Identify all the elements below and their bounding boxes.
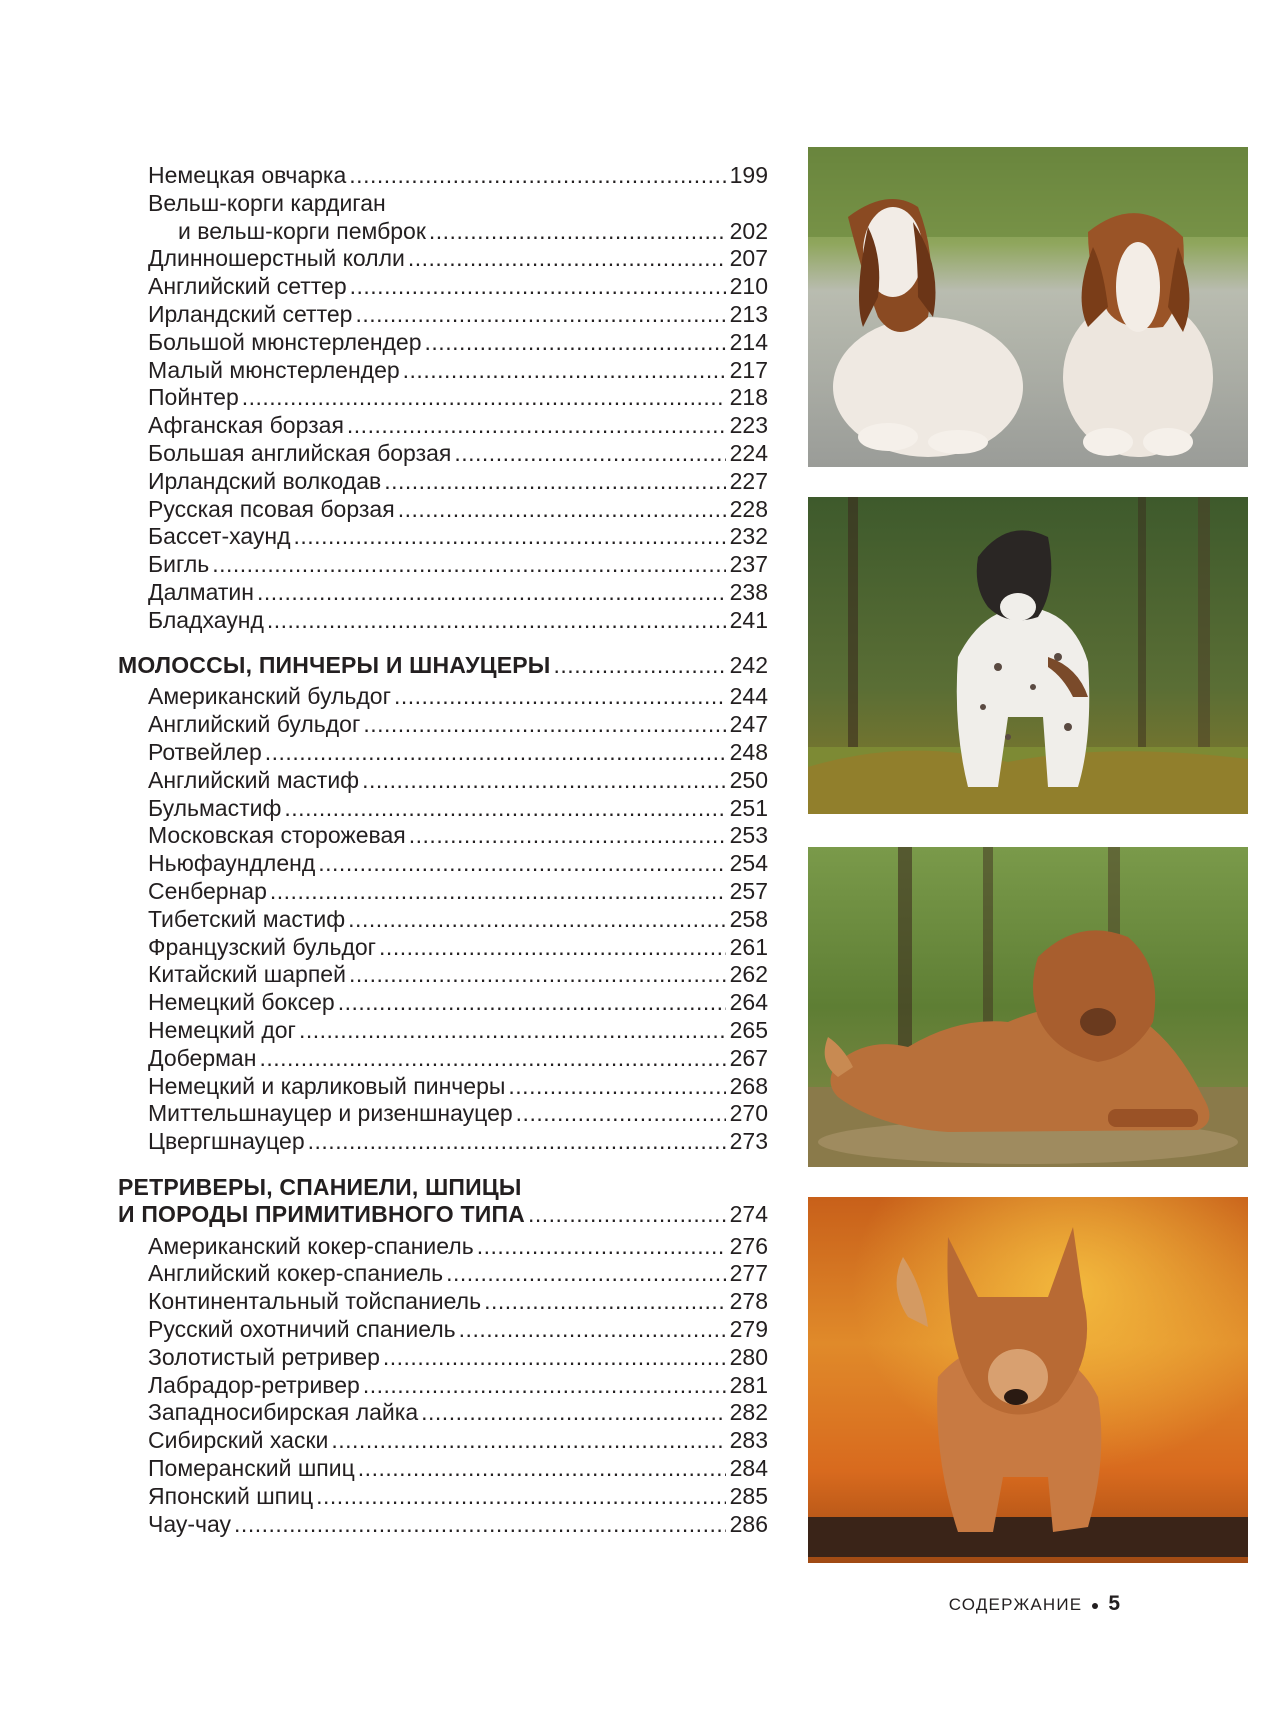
toc-entry-page-number: 278 — [729, 1288, 768, 1315]
toc-entry-title: Цвергшнауцер — [148, 1128, 305, 1155]
toc-entry[interactable] — [118, 822, 768, 850]
toc-entry-page-number: 281 — [729, 1371, 768, 1398]
bullet-separator — [1092, 1603, 1098, 1609]
toc-entry-title: Длинношерстный колли — [148, 245, 405, 272]
toc-entry-title: Китайский шарпей — [148, 961, 346, 988]
dot-leader — [484, 1288, 726, 1316]
toc-entry-page-number: 279 — [729, 1316, 768, 1343]
photo-basset-hounds — [808, 147, 1248, 467]
toc-entry-page-number: 257 — [729, 877, 768, 904]
toc-entry-page-number: 270 — [729, 1100, 768, 1127]
dot-leader — [425, 329, 726, 357]
dot-leader — [349, 961, 726, 989]
toc-entry[interactable] — [118, 523, 768, 551]
dot-leader — [363, 711, 725, 739]
toc-entry-page-number: 267 — [729, 1044, 768, 1071]
page-footer — [930, 1592, 1120, 1616]
dot-leader — [257, 579, 726, 607]
toc-entry-page-number: 280 — [729, 1343, 768, 1370]
toc-entry-page-number: 218 — [729, 384, 768, 411]
toc-entry-title: Померанский шпиц — [148, 1455, 355, 1482]
footer-page-number: 5 — [1108, 1592, 1120, 1615]
toc-entry-title: Французский бульдог — [148, 933, 377, 960]
toc-entry-title: Американский кокер-спаниель — [148, 1232, 474, 1259]
toc-entry-page-number: 238 — [729, 578, 768, 605]
dot-leader — [265, 739, 726, 767]
dot-leader — [409, 822, 726, 850]
toc-entry-title: Русская псовая борзая — [148, 495, 395, 522]
dot-leader — [294, 523, 726, 551]
toc-entry[interactable] — [118, 878, 768, 906]
toc-entry[interactable] — [118, 1455, 768, 1483]
toc-entry[interactable] — [118, 579, 768, 607]
toc-entry[interactable] — [118, 245, 768, 273]
toc-entry-page-number: 223 — [729, 412, 768, 439]
toc-entry-page-number: 248 — [729, 738, 768, 765]
toc-entry-page-number: 214 — [729, 328, 768, 355]
toc-entry[interactable] — [118, 1233, 768, 1261]
toc-entry-page-number: 282 — [729, 1399, 768, 1426]
toc-entry-page-number: 241 — [729, 606, 768, 633]
dot-leader — [516, 1100, 726, 1128]
dot-leader — [408, 245, 726, 273]
toc-entry-page-number: 277 — [729, 1260, 768, 1287]
toc-entry[interactable] — [118, 551, 768, 579]
toc-entry-page-number: 261 — [729, 933, 768, 960]
toc-entry-title: Английский кокер-спаниель — [148, 1260, 444, 1287]
dot-leader — [308, 1128, 726, 1156]
toc-entry[interactable] — [118, 1344, 768, 1372]
toc-entry-title: Далматин — [148, 578, 254, 605]
dot-leader — [508, 1073, 725, 1101]
dot-leader — [331, 1427, 725, 1455]
toc-entry-title: Малый мюнстерлендер — [148, 356, 400, 383]
dot-leader — [316, 1483, 725, 1511]
toc-entry-page-number: 276 — [729, 1232, 768, 1259]
toc-entry[interactable] — [118, 384, 768, 412]
dot-leader — [421, 1399, 725, 1427]
toc-entry-title: Афганская борзая — [148, 412, 344, 439]
toc-entry-title: Бассет-хаунд — [148, 523, 291, 550]
toc-entry-title: Бладхаунд — [148, 606, 264, 633]
photo-tibetan-mastiff — [808, 847, 1248, 1167]
toc-entry-title: Сенбернар — [148, 877, 267, 904]
toc-entry-page-number: 227 — [729, 467, 768, 494]
dot-leader — [259, 1045, 725, 1073]
toc-entry-page-number: 237 — [729, 551, 768, 578]
toc-entry-page-number: 265 — [729, 1016, 768, 1043]
toc-entry-title: Американский бульдог — [148, 683, 391, 710]
dot-leader — [394, 683, 726, 711]
toc-entry[interactable] — [118, 357, 768, 385]
toc-entry-title: Немецкий дог — [148, 1016, 296, 1043]
toc-entry-first-line: Вельш-корги кардиган — [148, 189, 386, 216]
dot-leader — [284, 795, 725, 823]
toc-entry-title: Бигль — [148, 551, 210, 578]
toc-entry[interactable] — [118, 1372, 768, 1400]
toc-entry-title: Чау-чау — [148, 1510, 232, 1537]
toc-entry-title: Московская сторожевая — [148, 822, 406, 849]
dot-leader — [350, 273, 726, 301]
toc-entry-title: Немецкий боксер — [148, 989, 335, 1016]
toc-entry-page-number: 207 — [729, 245, 768, 272]
toc-entry-page-number: 228 — [729, 495, 768, 522]
dot-leader — [349, 162, 725, 190]
dot-leader — [299, 1017, 726, 1045]
toc-entry-title: Английский сеттер — [148, 273, 347, 300]
toc-entry[interactable] — [118, 1045, 768, 1073]
toc-entry-page-number: 224 — [729, 439, 768, 466]
section-page-number: 274 — [729, 1200, 768, 1227]
toc-entry-title: Ирландский сеттер — [148, 300, 353, 327]
toc-entry-title: Большая английская борзая — [148, 439, 452, 466]
dot-leader — [477, 1233, 726, 1261]
toc-entry-page-number: 283 — [729, 1427, 768, 1454]
toc-entry-title: Пойнтер — [148, 384, 239, 411]
toc-entry[interactable] — [118, 273, 768, 301]
toc-entry-title: Английский мастиф — [148, 766, 360, 793]
section-title: МОЛОССЫ, ПИНЧЕРЫ И ШНАУЦЕРЫ — [118, 651, 551, 678]
toc-entry[interactable] — [118, 961, 768, 989]
toc-entry[interactable] — [118, 301, 768, 329]
toc-entry[interactable] — [118, 218, 768, 246]
toc-entry-page-number: 202 — [729, 217, 768, 244]
toc-entry[interactable] — [118, 329, 768, 357]
toc-entry-page-number: 247 — [729, 711, 768, 738]
toc-entry[interactable] — [118, 162, 768, 190]
toc-entry-title: Тибетский мастиф — [148, 905, 346, 932]
toc-entry-page-number: 284 — [729, 1455, 768, 1482]
toc-entry[interactable] — [118, 739, 768, 767]
dot-leader — [363, 1372, 726, 1400]
toc-entry[interactable] — [118, 1511, 768, 1539]
toc-entry[interactable] — [118, 1427, 768, 1455]
toc-entry-page-number: 244 — [729, 683, 768, 710]
toc-entry[interactable] — [118, 850, 768, 878]
toc-entry-title: Миттельшнауцер и ризеншнауцер — [148, 1100, 513, 1127]
toc-group-molossers — [118, 683, 768, 1156]
section-heading-entry[interactable] — [118, 1201, 768, 1229]
toc-entry-title: Ротвейлер — [148, 738, 262, 765]
toc-entry[interactable] — [118, 906, 768, 934]
dot-leader — [212, 551, 725, 579]
dot-leader — [459, 1316, 726, 1344]
toc-entry-title: Доберман — [148, 1044, 257, 1071]
toc-entry[interactable] — [118, 468, 768, 496]
dot-leader — [242, 384, 726, 412]
toc-entry-page-number: 250 — [729, 766, 768, 793]
toc-entry[interactable] — [118, 1260, 768, 1288]
toc-entry[interactable] — [118, 412, 768, 440]
table-of-contents — [118, 162, 768, 1538]
dot-leader — [403, 357, 726, 385]
toc-entry-title: Континентальный тойспаниель — [148, 1288, 482, 1315]
dot-leader — [554, 652, 726, 680]
toc-entry[interactable] — [118, 1288, 768, 1316]
toc-entry[interactable] — [118, 496, 768, 524]
dot-leader — [384, 468, 725, 496]
section-page-number: 242 — [729, 651, 768, 678]
dot-leader — [528, 1201, 726, 1229]
dot-leader — [267, 607, 726, 635]
section-title-line-2: И ПОРОДЫ ПРИМИТИВНОГО ТИПА — [118, 1200, 525, 1227]
toc-entry-page-number: 199 — [729, 162, 768, 188]
dot-leader — [379, 934, 726, 962]
footer-section-label: СОДЕРЖАНИЕ — [948, 1595, 1083, 1614]
toc-entry-page-number: 258 — [729, 905, 768, 932]
photo-laika — [808, 1197, 1248, 1563]
toc-entry-page-number: 262 — [729, 961, 768, 988]
toc-entry-title: Немецкий и карликовый пинчеры — [148, 1072, 506, 1099]
toc-entry-page-number: 273 — [729, 1128, 768, 1155]
toc-entry-page-number: 264 — [729, 989, 768, 1016]
basset-hounds-image — [808, 147, 1248, 467]
toc-section-molossers — [118, 652, 768, 680]
toc-entry-title: Лабрадор-ретривер — [148, 1371, 360, 1398]
toc-group-retrievers — [118, 1233, 768, 1539]
toc-entry-page-number: 232 — [729, 523, 768, 550]
dot-leader — [347, 412, 726, 440]
toc-entry[interactable] — [118, 989, 768, 1017]
toc-entry-page-number: 254 — [729, 850, 768, 877]
toc-entry-title: Ирландский волкодав — [148, 467, 382, 494]
toc-entry-title: Ньюфаундленд — [148, 850, 316, 877]
dot-leader — [270, 878, 726, 906]
toc-entry[interactable] — [118, 711, 768, 739]
section-heading-entry[interactable] — [118, 652, 768, 680]
toc-entry-title: Западносибирская лайка — [148, 1399, 419, 1426]
toc-entry-page-number: 210 — [729, 273, 768, 300]
toc-entry-page-number: 251 — [729, 794, 768, 821]
toc-entry-title: Русский охотничий спаниель — [148, 1316, 456, 1343]
toc-entry-title: Японский шпиц — [148, 1482, 314, 1509]
toc-entry-page-number: 217 — [729, 356, 768, 383]
dot-leader — [318, 850, 725, 878]
toc-entry[interactable] — [118, 934, 768, 962]
toc-entry-title: Немецкая овчарка — [148, 162, 347, 188]
toc-entry[interactable] — [118, 1073, 768, 1101]
dot-leader — [362, 767, 726, 795]
toc-entry[interactable] — [118, 607, 768, 635]
toc-entry[interactable] — [118, 1128, 768, 1156]
photo-pointer-dog — [808, 497, 1248, 814]
dot-leader — [358, 1455, 726, 1483]
toc-entry-title: Бульмастиф — [148, 794, 282, 821]
toc-entry[interactable] — [118, 683, 768, 711]
toc-entry-title: Сибирский хаски — [148, 1427, 329, 1454]
toc-entry-page-number: 253 — [729, 822, 768, 849]
toc-entry[interactable] — [118, 1483, 768, 1511]
toc-entry-page-number: 286 — [729, 1510, 768, 1537]
toc-entry[interactable] — [118, 1399, 768, 1427]
toc-entry-title: и вельш-корги пемброк — [178, 217, 426, 244]
dot-leader — [234, 1511, 726, 1539]
tibetan-mastiff-image — [808, 847, 1248, 1167]
toc-entry[interactable] — [118, 1017, 768, 1045]
toc-group-herding-hounds — [118, 162, 768, 635]
dot-leader — [355, 301, 725, 329]
dot-leader — [383, 1344, 726, 1372]
toc-entry[interactable] — [118, 767, 768, 795]
toc-entry-page-number: 268 — [729, 1072, 768, 1099]
dot-leader — [338, 989, 726, 1017]
section-title-line-1: РЕТРИВЕРЫ, СПАНИЕЛИ, ШПИЦЫ — [118, 1173, 522, 1200]
toc-entry[interactable] — [118, 1316, 768, 1344]
dot-leader — [398, 496, 726, 524]
dot-leader — [348, 906, 725, 934]
toc-entry-page-number: 285 — [729, 1482, 768, 1509]
toc-section-retrievers — [118, 1173, 768, 1229]
toc-entry[interactable] — [118, 795, 768, 823]
toc-entry[interactable] — [118, 1100, 768, 1128]
dot-leader — [429, 218, 726, 246]
toc-entry-page-number: 213 — [729, 300, 768, 327]
toc-entry[interactable] — [118, 440, 768, 468]
pointer-dog-image — [808, 497, 1248, 814]
dot-leader — [454, 440, 725, 468]
toc-entry-title: Золотистый ретривер — [148, 1343, 380, 1370]
dot-leader — [446, 1260, 726, 1288]
laika-image — [808, 1197, 1248, 1563]
toc-entry-title: Английский бульдог — [148, 711, 361, 738]
toc-entry-title: Большой мюнстерлендер — [148, 328, 422, 355]
